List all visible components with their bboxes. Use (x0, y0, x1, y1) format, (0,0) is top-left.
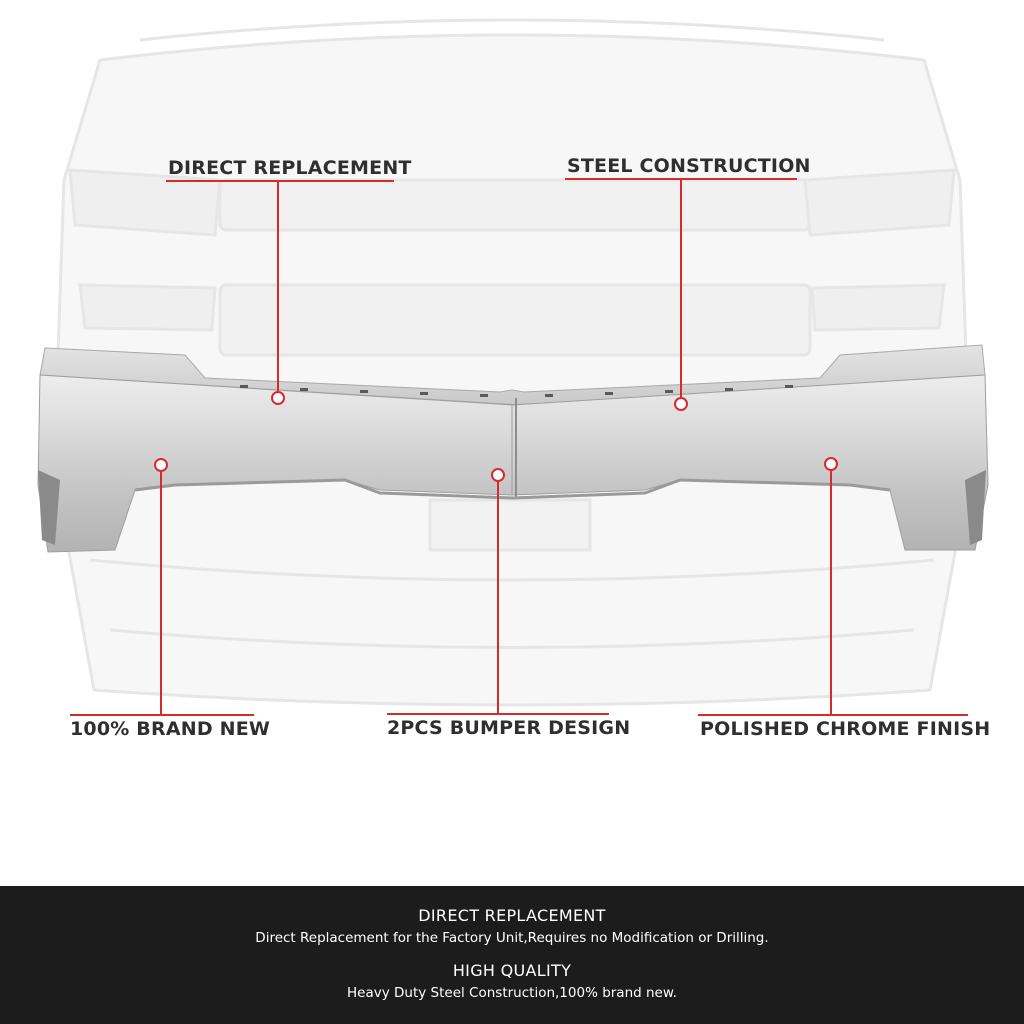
footer-title-direct-replacement: DIRECT REPLACEMENT (418, 906, 606, 925)
feature-footer (0, 886, 1024, 1024)
callout-2pcs-design-marker (491, 468, 505, 482)
callout-brand-new-marker (154, 458, 168, 472)
footer-title-high-quality: HIGH QUALITY (452, 961, 572, 980)
callout-2pcs-design-label: 2PCS BUMPER DESIGN (387, 717, 631, 739)
callout-brand-new-underline (70, 714, 254, 716)
callout-2pcs-design-leader (497, 482, 499, 713)
callout-chrome-finish-marker (824, 457, 838, 471)
callout-direct-replacement-underline (166, 180, 394, 182)
callout-chrome-finish-leader (830, 471, 832, 714)
callout-direct-replacement-label: DIRECT REPLACEMENT (168, 157, 412, 179)
footer-text-direct-replacement: Direct Replacement for the Factory Unit,Requires no Modification or Drilling. (255, 930, 769, 946)
callout-chrome-finish-label: POLISHED CHROME FINISH (700, 718, 991, 740)
callout-brand-new-label: 100% BRAND NEW (70, 718, 271, 740)
callout-chrome-finish-underline (698, 714, 968, 716)
callout-steel-construction-leader (680, 179, 682, 397)
callout-direct-replacement-leader (277, 181, 279, 391)
callout-steel-construction-marker (674, 397, 688, 411)
callout-2pcs-design-underline (387, 713, 609, 715)
callout-brand-new-leader (160, 472, 162, 714)
footer-text-high-quality: Heavy Duty Steel Construction,100% brand new. (347, 985, 677, 1001)
callout-direct-replacement-marker (271, 391, 285, 405)
callout-steel-construction-label: STEEL CONSTRUCTION (567, 155, 811, 177)
